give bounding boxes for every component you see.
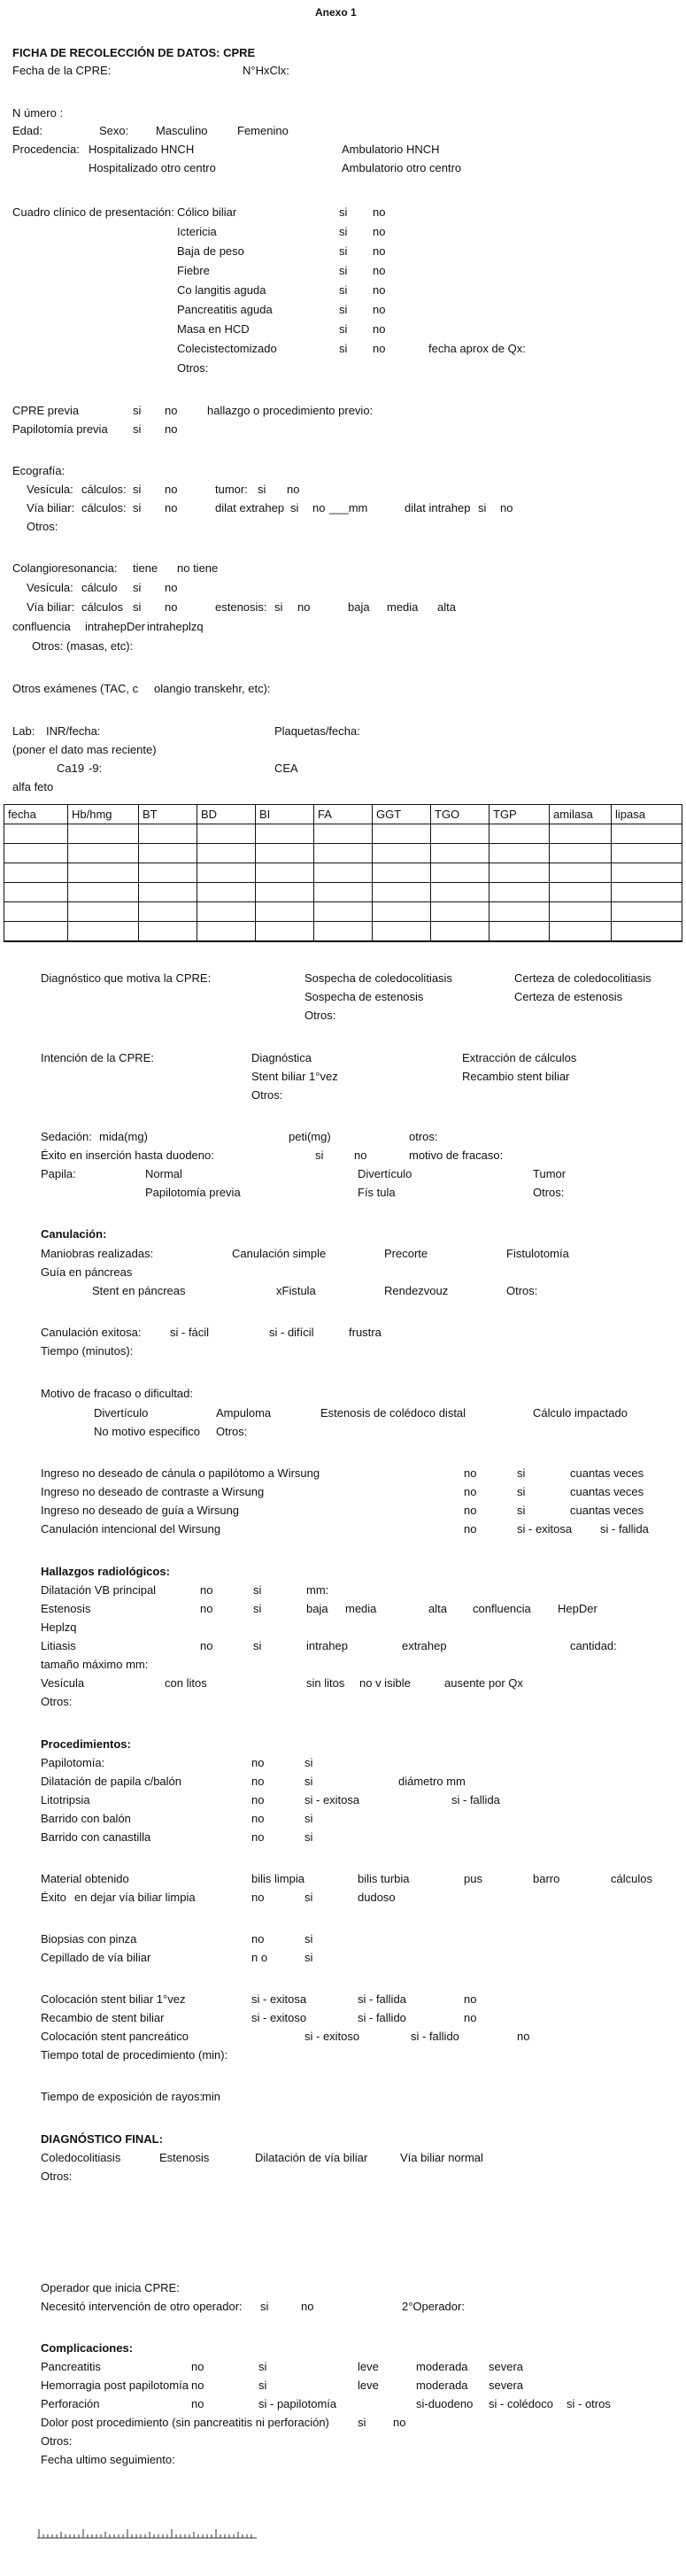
si-coledoco-option[interactable]: si - colédoco [489,2397,553,2410]
numero-label: N úmero : [12,106,64,120]
option-si[interactable]: si [339,225,348,238]
si-exitoso-option[interactable]: si - exitoso [251,2011,307,2024]
option-no[interactable]: no [464,1466,477,1480]
cuadro-item: Co langitis aguda [177,283,266,297]
option-si[interactable]: si [339,303,348,316]
table-row[interactable] [4,922,682,942]
petidina-field[interactable]: peti(mg) [289,1130,331,1143]
column-header: FA [314,805,373,824]
cuadro-item: Masa en HCD [177,322,250,336]
intencion-label: Intención de la CPRE: [41,1051,154,1064]
dilatacion-vb-label: Dilatación VB principal [41,1583,157,1597]
option-no[interactable]: no [251,1891,265,1904]
option-si[interactable]: si [339,283,348,297]
exito-insercion-label: Éxito en inserción hasta duodeno: [41,1149,214,1162]
option-no[interactable]: no [464,1485,477,1498]
option-si[interactable]: si [358,2416,366,2429]
certeza-coledo-option[interactable]: Certeza de coledocolitiasis [514,971,651,985]
column-header: BI [256,805,314,824]
option-si[interactable]: si [253,1639,262,1652]
option-no[interactable]: no [373,264,386,277]
option-no[interactable]: no [301,2300,314,2313]
diametro-label: diámetro mm [398,1775,466,1788]
cuantas-veces-label: cuantas veces [570,1485,644,1498]
cuadro-clinico-label: Cuadro clínico de presentación: [12,205,174,219]
option-no[interactable]: n o [251,1951,268,1964]
option-si[interactable]: si [133,483,142,496]
barro-option[interactable]: barro [533,1872,560,1885]
si-exitosa-option[interactable]: si - exitosa [517,1522,573,1536]
hemorragia-label: Hemorragia post papilotomía [41,2379,189,2392]
material-obtenido-label: Material obtenido [41,1872,129,1885]
papila-fistula-option[interactable]: Fís tula [358,1186,396,1199]
papilotomia-previa-label: Papilotomía previa [12,422,108,436]
option-si[interactable]: si [339,342,348,355]
colangio-no-tiene-option[interactable]: no tiene [177,561,219,575]
option-no[interactable]: no [464,2011,477,2024]
severa-option[interactable]: severa [489,2379,524,2392]
barrido-canastilla-label: Barrido con canastilla [41,1830,151,1844]
table-row[interactable] [4,844,682,863]
otro-operador-label: Necesitó intervención de otro operador: [41,2300,243,2313]
papila-diverticulo-option[interactable]: Divertículo [358,1167,412,1180]
option-si[interactable]: si [253,1602,262,1615]
fecha-qx-label: fecha aprox de Qx: [428,342,526,355]
procedencia-amb-otro[interactable]: Ambulatorio otro centro [342,161,462,174]
exito-label-cont: en dejar vía biliar limpia [74,1891,196,1904]
option-no[interactable]: no [165,422,178,436]
lab-note: (poner el dato mas reciente) [12,743,157,756]
fracaso-otros-label: Otros: [216,1425,248,1438]
option-no[interactable]: no [200,1602,213,1615]
con-litos-option[interactable]: con litos [165,1676,207,1690]
column-header: Hb/hmg [68,805,139,824]
option-no[interactable]: no [464,1522,477,1536]
option-no[interactable]: no [373,225,386,238]
stent-1vez-label: Colocación stent biliar 1°vez [41,1992,186,2006]
cuantas-veces-label: cuantas veces [570,1466,644,1480]
option-si[interactable]: si [339,322,348,336]
option-no[interactable]: no [191,2397,204,2410]
option-no[interactable]: no [373,303,386,316]
otros-examenes-label: Otros exámenes (TAC, c [12,682,139,695]
option-no[interactable]: no [373,342,386,355]
motivo-dificultad-label: Motivo de fracaso o dificultad: [41,1387,193,1400]
leve-option[interactable]: leve [358,2379,379,2392]
table-row[interactable] [4,863,682,883]
option-si[interactable]: si [133,404,142,417]
canulacion-exitosa-label: Canulación exitosa: [41,1326,142,1339]
column-header: GGT [373,805,431,824]
cea-label: CEA [274,762,298,775]
barrido-balon-label: Barrido con balón [41,1812,131,1825]
cuadro-item: Pancreatitis aguda [177,303,273,316]
motivo-fracaso-label: motivo de fracaso: [409,1149,504,1162]
option-si[interactable]: si [260,2300,269,2313]
sospecha-estenosis-option[interactable]: Sospecha de estenosis [304,990,424,1003]
option-no[interactable]: no [373,322,386,336]
no-motivo-option[interactable]: No motivo especifico [94,1425,200,1438]
estenosis-media-option[interactable]: media [387,600,419,614]
lab-table-header [4,805,682,824]
cantidad-label: cantidad: [570,1639,617,1652]
hallazgos-title: Hallazgos radiológicos: [41,1565,170,1578]
pancreatitis-label: Pancreatitis [41,2360,101,2373]
si-fallido-option[interactable]: si - fallido [358,2011,406,2024]
option-si[interactable]: si [304,1812,313,1825]
option-no[interactable]: no [191,2360,204,2373]
wirsung-row-label: Canulación intencional del Wirsung [41,1522,221,1536]
canulacion-simple-option[interactable]: Canulación simple [232,1247,327,1260]
option-si[interactable]: si [133,581,142,594]
hallazgos-otros-label: Otros: [41,1695,73,1708]
cpre-previa-label: CPRE previa [12,404,80,417]
option-no[interactable]: no [165,581,178,594]
eco-via-biliar-label: Vía biliar: [27,501,75,514]
maniobras-label: Maniobras realizadas: [41,1247,154,1260]
diag-motiva-label: Diagnóstico que motiva la CPRE: [41,971,212,985]
option-no[interactable]: no [165,483,178,496]
pus-option[interactable]: pus [464,1872,482,1885]
wirsung-row-label: Ingreso no deseado de contraste a Wirsung [41,1485,265,1498]
intrahep-option[interactable]: intrahep [306,1639,348,1652]
precorte-option[interactable]: Precorte [384,1247,428,1260]
option-no[interactable]: no [251,1932,265,1946]
option-si[interactable]: si [339,205,348,219]
sospecha-coledo-option[interactable]: Sospecha de coledocolitiasis [304,971,452,985]
si-dificil-option[interactable]: si - difícil [269,1326,314,1339]
option-no[interactable]: no [517,2030,530,2043]
final-estenosis-option[interactable]: Estenosis [159,2151,210,2164]
option-si[interactable]: si [304,1756,313,1769]
eco-tumor-label: tumor: [215,483,248,496]
option-si[interactable]: si [517,1485,526,1498]
form-title: FICHA DE RECOLECCIÓN DE DATOS: CPRE [12,46,256,59]
hallazgo-previo-label: hallazgo o procedimiento previo: [207,404,374,417]
hepizq-option[interactable]: Heplzq [41,1621,77,1634]
colangio-calculo-label: cálculo [81,581,118,594]
extrahep-option[interactable]: extrahep [402,1639,447,1652]
option-no[interactable]: no [165,404,178,417]
option-si[interactable]: si [133,501,142,514]
option-no[interactable]: no [393,2416,406,2429]
baja-option[interactable]: baja [306,1602,328,1615]
litiasis-label: Litiasis [41,1639,76,1652]
canulacion-otros-label: Otros: [506,1284,538,1297]
edad-label: Edad: [12,124,42,137]
option-no[interactable]: no [251,1793,265,1806]
option-no[interactable]: no [500,501,513,514]
option-si[interactable]: si [258,483,266,496]
lab-label: Lab: [12,724,35,738]
eco-calculos-label: cálculos: [81,501,127,514]
intencion-diagnostica-option[interactable]: Diagnóstica [251,1051,312,1064]
stent-pancreatico-label: Colocación stent pancreático [41,2030,189,2043]
column-header: TGO [431,805,489,824]
sin-litos-option[interactable]: sin litos [306,1676,345,1690]
option-no[interactable]: no [373,244,386,258]
option-no[interactable]: no [200,1639,213,1652]
option-no[interactable]: no [200,1583,213,1597]
litotripsia-label: Litotripsia [41,1793,90,1806]
table-row[interactable] [4,824,682,844]
moderada-option[interactable]: moderada [416,2379,468,2392]
cuadro-item: Fiebre [177,264,210,277]
canulacion-title: Canulación: [41,1227,107,1241]
final-coledocolitiasis-option[interactable]: Coledocolitiasis [41,2151,121,2164]
option-no[interactable]: no [191,2379,204,2392]
procedencia-hosp-otro[interactable]: Hospitalizado otro centro [89,161,216,174]
estenosis-label: Estenosis [41,1602,91,1615]
papila-label: Papila: [41,1167,76,1180]
option-no[interactable]: no [251,1775,265,1788]
option-no[interactable]: no [165,501,178,514]
lab-results-table [4,804,682,942]
cepillado-label: Cepillado de vía biliar [41,1951,151,1964]
option-si[interactable]: si [304,1951,313,1964]
option-no[interactable]: no [354,1149,367,1162]
media-option[interactable]: media [345,1602,377,1615]
scale-ruler [37,2526,257,2539]
si-facil-option[interactable]: si - fácil [170,1326,210,1339]
dilat-extrahep-label: dilat extrahep [215,501,285,514]
cuadro-otros-label: Otros: [177,361,209,375]
intencion-stent-option[interactable]: Stent biliar 1°vez [251,1070,338,1083]
hepder-option[interactable]: HepDer [558,1602,597,1615]
option-si[interactable]: si [304,1932,313,1946]
sexo-femenino-option[interactable]: Femenino [237,124,289,137]
historia-clinica-label: N°HxClx: [243,64,289,77]
option-si[interactable]: si [133,422,142,436]
si-fallida-option[interactable]: si - fallida [600,1522,649,1536]
option-si[interactable]: si [304,1830,313,1844]
colangio-tiene-option[interactable]: tiene [133,561,158,575]
colangio-otros-label: Otros: (masas, etc): [32,639,134,653]
confluencia-option[interactable]: confluencia [473,1602,531,1615]
option-no[interactable]: no [464,1992,477,2006]
midazolam-field[interactable]: mida(mg) [99,1130,148,1143]
alta-option[interactable]: alta [428,1602,447,1615]
option-si[interactable]: si [339,244,348,258]
complicaciones-otros-label: Otros: [41,2434,73,2448]
colangio-estenosis-label: estenosis: [215,600,267,614]
option-no[interactable]: no [373,205,386,219]
si-fallido-option[interactable]: si - fallido [411,2030,459,2043]
dolor-post-label: Dolor post procedimiento (sin pancreatitis ni perforación) [41,2416,329,2429]
fecha-cpre-label: Fecha de la CPRE: [12,64,112,77]
dilatacion-papila-label: Dilatación de papila c/balón [41,1775,181,1788]
ca19-label-suffix: -9: [89,762,103,775]
procedencia-amb-hnch[interactable]: Ambulatorio HNCH [342,143,440,156]
si-papilotomia-option[interactable]: si - papilotomía [258,2397,337,2410]
si-otros-option[interactable]: si - otros [567,2397,611,2410]
sedacion-otros-label: otros: [409,1130,438,1143]
colangio-vesicula-label: Vesícula: [27,581,73,594]
column-header: amilasa [550,805,612,824]
colangio-calculos-label: cálculos [81,600,123,614]
option-si[interactable]: si [315,1149,324,1162]
papila-tumor-option[interactable]: Tumor [533,1167,567,1180]
dilat-intrahep-label: dilat intrahep [405,501,471,514]
dudoso-option[interactable]: dudoso [358,1891,396,1904]
diag-motiva-otros-label: Otros: [304,1009,336,1022]
no-visible-option[interactable]: no v isible [359,1676,411,1690]
mm-label: mm: [306,1583,329,1597]
option-si[interactable]: si [274,600,283,614]
option-no[interactable]: no [251,1812,265,1825]
si-fallida-option[interactable]: si - fallida [451,1793,500,1806]
estenosis-baja-option[interactable]: baja [348,600,370,614]
si-exitoso-option[interactable]: si - exitoso [304,2030,360,2043]
cuadro-item: Cólico biliar [177,205,237,219]
column-header: TGP [489,805,550,824]
tiempo-rayos-unit: min [202,2090,220,2103]
intrahepizq-option[interactable]: intraheplzq [147,620,204,633]
fistulotomia-option[interactable]: Fistulotomía [506,1247,569,1260]
final-dilatacion-option[interactable]: Dilatación de vía biliar [255,2151,368,2164]
si-exitosa-option[interactable]: si - exitosa [304,1793,360,1806]
alfa-feto-label: alfa feto [12,780,54,793]
option-si[interactable]: si [304,1775,313,1788]
complicaciones-title: Complicaciones: [41,2341,134,2355]
intencion-extraccion-option[interactable]: Extracción de cálculos [462,1051,577,1064]
option-no[interactable]: no [251,1830,265,1844]
fecha-seguimiento-label: Fecha ultimo seguimiento: [41,2453,175,2466]
column-header: lipasa [612,805,682,824]
xfistula-option[interactable]: xFistula [276,1284,316,1297]
fracaso-estenosis-option[interactable]: Estenosis de colédoco distal [320,1406,466,1420]
eco-vesicula-label: Vesícula: [27,483,73,496]
confluencia-option[interactable]: confluencia [12,620,71,633]
ecografia-title: Ecografía: [12,464,66,477]
fracaso-calculo-option[interactable]: Cálculo impactado [533,1406,628,1420]
frustra-option[interactable]: frustra [349,1326,382,1339]
otros-examenes-label-cont: olangio transkehr, etc): [154,682,271,695]
eco-otros-label: Otros: [27,520,58,533]
moderada-option[interactable]: moderada [416,2360,468,2373]
wirsung-row-label: Ingreso no deseado de cánula o papilótomo a Wirsung [41,1466,320,1480]
cuadro-item: Colecistectomizado [177,342,277,355]
ausente-qx-option[interactable]: ausente por Qx [444,1676,523,1690]
severa-option[interactable]: severa [489,2360,524,2373]
si-fallida-option[interactable]: si - fallida [358,1992,406,2006]
vesicula-label: Vesícula [41,1676,85,1690]
tiempo-rayos-label: Tiempo de exposición de rayos: [41,2090,204,2103]
option-si[interactable]: si [478,501,487,514]
mm-field[interactable]: ___mm [329,501,368,514]
papila-normal-option[interactable]: Normal [145,1167,182,1180]
operador-inicia-label: Operador que inicia CPRE: [41,2281,180,2294]
option-si[interactable]: si [339,264,348,277]
segundo-operador-label: 2°Operador: [402,2300,465,2313]
wirsung-row-label: Ingreso no deseado de guía a Wirsung [41,1504,240,1517]
annex-label: Anexo 1 [315,6,357,19]
stent-pancreas-option[interactable]: Stent en páncreas [92,1284,186,1297]
table-row[interactable] [4,902,682,922]
option-si[interactable]: si [253,1583,262,1597]
sexo-label: Sexo: [99,124,129,137]
column-header: fecha [4,805,68,824]
diag-final-otros-label: Otros: [41,2170,73,2183]
perforacion-label: Perforación [41,2397,100,2410]
papilotomia-label: Papilotomía: [41,1756,105,1769]
biopsias-label: Biopsias con pinza [41,1932,137,1946]
guia-pancreas-option[interactable]: Guía en páncreas [41,1265,133,1279]
option-si[interactable]: si [133,600,142,614]
option-si[interactable]: si [517,1466,526,1480]
procedencia-hosp-hnch[interactable]: Hospitalizado HNCH [89,143,195,156]
ca19-label: Ca19 [57,762,85,775]
procedencia-label: Procedencia: [12,143,80,156]
recambio-stent-label: Recambio de stent biliar [41,2011,165,2024]
column-header: BT [139,805,197,824]
si-duodeno-option[interactable]: si-duodeno [416,2397,474,2410]
option-si[interactable]: si [258,2360,267,2373]
option-no[interactable]: no [464,1504,477,1517]
table-row[interactable] [4,883,682,902]
sexo-masculino-option[interactable]: Masculino [156,124,208,137]
tiempo-total-label: Tiempo total de procedimiento (min): [41,2048,228,2062]
eco-calculos-label: cálculos: [81,483,127,496]
papila-papilotomia-option[interactable]: Papilotomía previa [145,1186,241,1199]
plaquetas-fecha-label: Plaquetas/fecha: [274,724,360,738]
intencion-otros-label: Otros: [251,1088,283,1102]
option-si[interactable]: si [304,1891,313,1904]
calculos-option[interactable]: cálculos [611,1872,652,1885]
bilis-turbia-option[interactable]: bilis turbia [358,1872,410,1885]
certeza-estenosis-option[interactable]: Certeza de estenosis [514,990,623,1003]
leve-option[interactable]: leve [358,2360,379,2373]
fracaso-diverticulo-option[interactable]: Divertículo [94,1406,149,1420]
intrahepder-option[interactable]: intrahepDer [85,620,145,633]
estenosis-alta-option[interactable]: alta [437,600,456,614]
fracaso-ampuloma-option[interactable]: Ampuloma [216,1406,272,1420]
diagnostico-final-title: DIAGNÓSTICO FINAL: [41,2132,163,2146]
option-no[interactable]: no [165,600,178,614]
procedimientos-title: Procedimientos: [41,1737,131,1751]
column-header: BD [197,805,256,824]
cuantas-veces-label: cuantas veces [570,1504,644,1517]
option-si[interactable]: si [258,2379,267,2392]
inr-fecha-label: INR/fecha: [46,724,101,738]
colangio-title: Colangioresonancia: [12,561,118,575]
sedacion-label: Sedación: [41,1130,92,1143]
tiempo-canulacion-label: Tiempo (minutos): [41,1344,134,1358]
option-si[interactable]: si [517,1504,526,1517]
exito-label: Éxito [41,1891,66,1904]
rendezvous-option[interactable]: Rendezvouz [384,1284,449,1297]
option-no[interactable]: no [297,600,311,614]
option-no[interactable]: no [287,483,300,496]
option-si[interactable]: si [290,501,299,514]
option-no[interactable]: no [312,501,326,514]
papila-otros-label: Otros: [533,1186,565,1199]
intencion-recambio-option[interactable]: Recambio stent biliar [462,1070,570,1083]
tamano-maximo-label: tamaño máximo mm: [41,1658,149,1671]
bilis-limpia-option[interactable]: bilis limpia [251,1872,304,1885]
final-normal-option[interactable]: Vía biliar normal [400,2151,483,2164]
option-no[interactable]: no [373,283,386,297]
cuadro-item: Baja de peso [177,244,244,258]
colangio-via-biliar-label: Vía biliar: [27,600,75,614]
si-exitosa-option[interactable]: si - exitosa [251,1992,307,2006]
cuadro-item: Ictericia [177,225,217,238]
option-no[interactable]: no [251,1756,265,1769]
